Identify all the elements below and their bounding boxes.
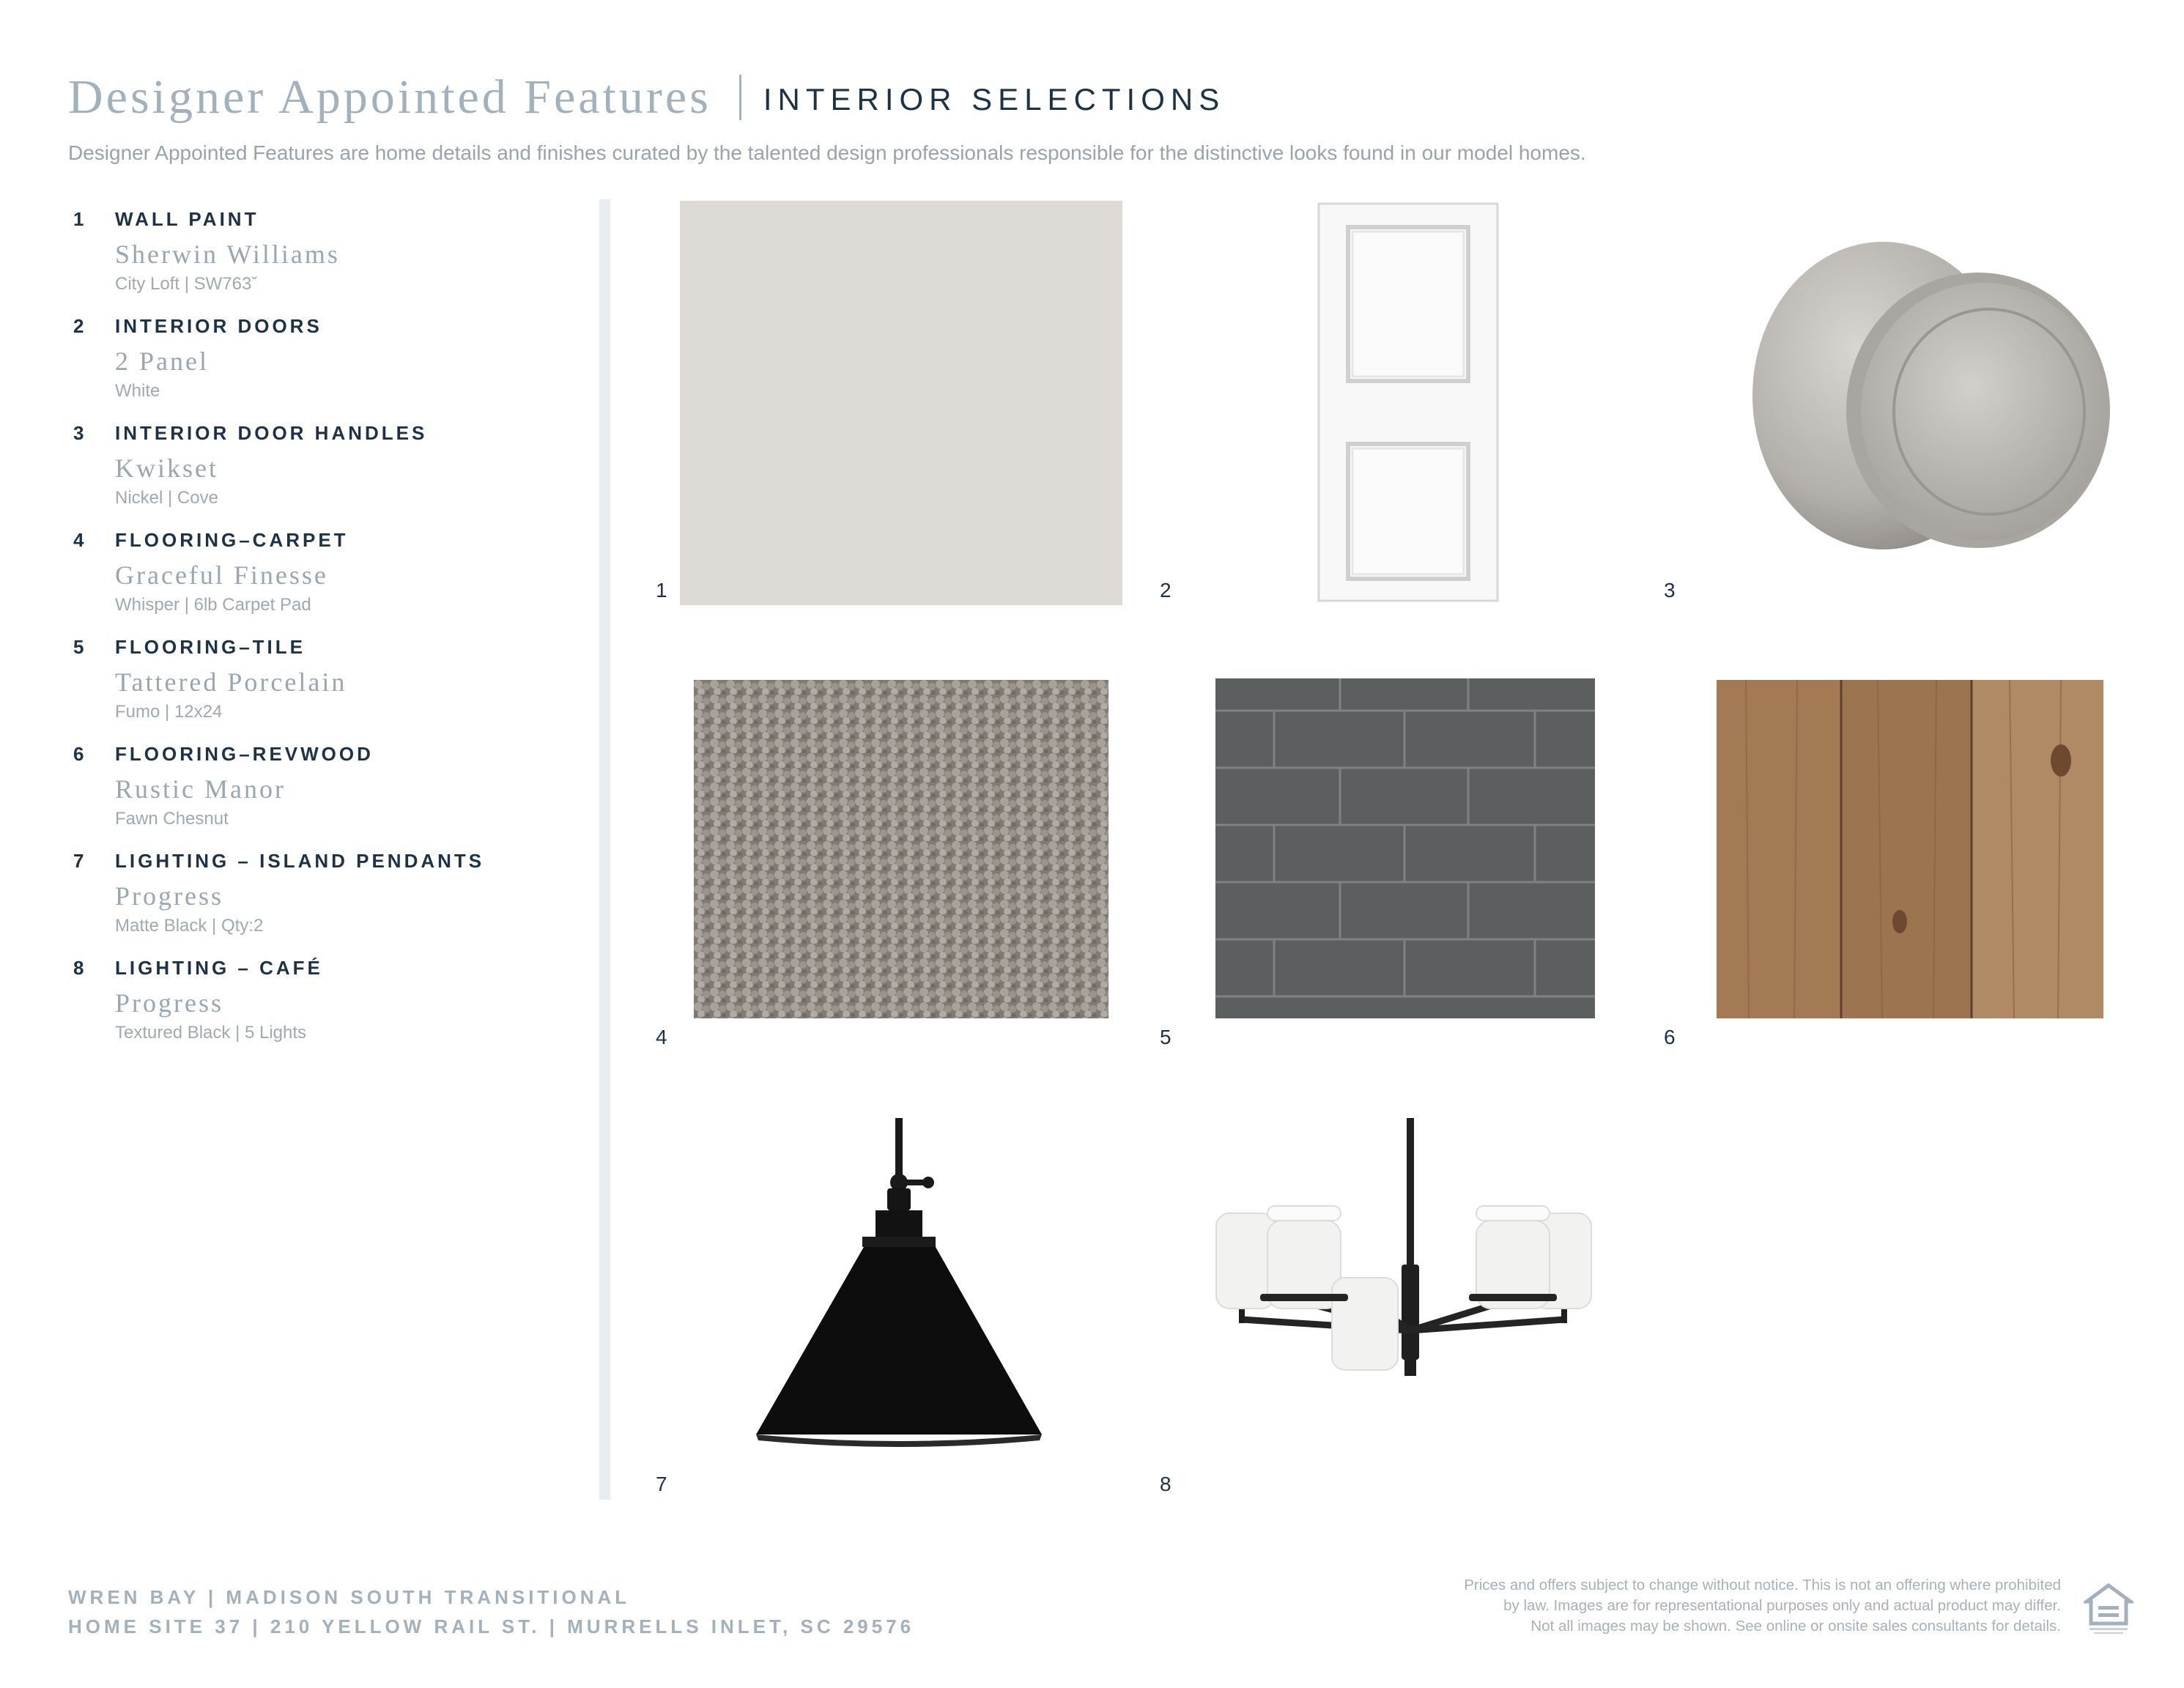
item-number: 2 — [73, 315, 84, 337]
chandelier-image — [1213, 1118, 1608, 1433]
disclaimer-line: Prices and offers subject to change without notice. This is not an offering where prohibited — [1464, 1577, 2061, 1593]
list-item — [73, 207, 601, 314]
footer-community: WREN BAY | MADISON SOUTH TRANSITIONAL — [68, 1586, 631, 1608]
item-brand: 2 Panel — [115, 347, 209, 376]
footer-address — [68, 1582, 914, 1641]
item-brand: Rustic Manor — [115, 774, 286, 804]
item-category: LIGHTING – CAFÉ — [115, 957, 323, 979]
door-image — [1317, 202, 1499, 602]
footer-site: HOME SITE 37 | 210 YELLOW RAIL ST. | MURRELLS INLET, SC 29576 — [68, 1615, 915, 1637]
item-category: FLOORING–TILE — [115, 636, 306, 658]
item-category: FLOORING–REVWOOD — [115, 743, 374, 765]
list-item — [73, 634, 601, 741]
item-number: 5 — [73, 636, 84, 658]
tile-number: 5 — [1160, 1026, 1171, 1048]
item-detail: Fawn Chesnut — [115, 809, 229, 829]
pendant-light-image — [752, 1118, 1045, 1448]
title-row — [68, 70, 1586, 125]
item-number: 1 — [73, 208, 84, 230]
tile-number: 8 — [1160, 1473, 1171, 1495]
tile-number: 4 — [656, 1026, 667, 1048]
page-title: Designer Appointed Features — [68, 70, 711, 124]
item-detail: Fumo | 12x24 — [115, 702, 223, 722]
item-category: LIGHTING – ISLAND PENDANTS — [115, 850, 485, 872]
item-number: 3 — [73, 422, 84, 444]
list-item — [73, 741, 601, 848]
carpet-swatch — [694, 680, 1108, 1018]
selection-list — [73, 207, 601, 1062]
item-detail: Nickel | Cove — [115, 488, 218, 508]
tile-number: 7 — [656, 1473, 667, 1495]
disclaimer-line: by law. Images are for representational purposes only and actual product may differ. — [1503, 1597, 2061, 1614]
item-category: INTERIOR DOOR HANDLES — [115, 422, 428, 444]
item-brand: Tattered Porcelain — [115, 667, 347, 697]
list-item — [73, 528, 601, 634]
item-number: 6 — [73, 743, 84, 765]
item-detail: Whisper | 6lb Carpet Pad — [115, 595, 311, 615]
item-brand: Kwikset — [115, 454, 218, 483]
item-category: FLOORING–CARPET — [115, 529, 349, 551]
title-divider — [739, 75, 741, 120]
tile-swatch — [1215, 678, 1595, 1018]
door-knob-image — [1736, 227, 2110, 564]
tile-number: 1 — [656, 579, 667, 601]
item-number: 4 — [73, 529, 84, 551]
list-item — [73, 314, 601, 421]
item-detail: White — [115, 381, 160, 401]
item-detail: Textured Black | 5 Lights — [115, 1023, 307, 1043]
page-header — [68, 70, 1586, 165]
item-brand: Graceful Finesse — [115, 560, 328, 590]
list-item — [73, 421, 601, 528]
disclaimer-line: Not all images may be shown. See online or onsite sales consultants for details. — [1530, 1618, 2061, 1635]
equal-housing-logo-icon — [2084, 1582, 2133, 1635]
page-subtitle: INTERIOR SELECTIONS — [763, 82, 1226, 116]
item-brand: Progress — [115, 881, 223, 911]
item-category: WALL PAINT — [115, 208, 259, 230]
disclaimer — [1464, 1575, 2061, 1637]
item-number: 8 — [73, 957, 84, 979]
list-item — [73, 955, 601, 1062]
intro-text: Designer Appointed Features are home details and finishes curated by the talented design professionals responsible for the distinctive looks found in our model homes. — [68, 141, 1586, 164]
wood-swatch — [1717, 680, 2103, 1018]
vertical-divider — [599, 199, 610, 1500]
item-brand: Sherwin Williams — [115, 240, 340, 269]
item-detail: City Loft | SW763ˇ — [115, 274, 258, 294]
tile-number: 3 — [1664, 579, 1676, 601]
tile-number: 6 — [1664, 1026, 1676, 1048]
paint-swatch — [680, 201, 1122, 605]
tile-number: 2 — [1160, 579, 1171, 601]
list-item — [73, 848, 601, 955]
item-brand: Progress — [115, 988, 223, 1018]
item-detail: Matte Black | Qty:2 — [115, 916, 264, 936]
item-category: INTERIOR DOORS — [115, 315, 322, 337]
item-number: 7 — [73, 850, 84, 872]
